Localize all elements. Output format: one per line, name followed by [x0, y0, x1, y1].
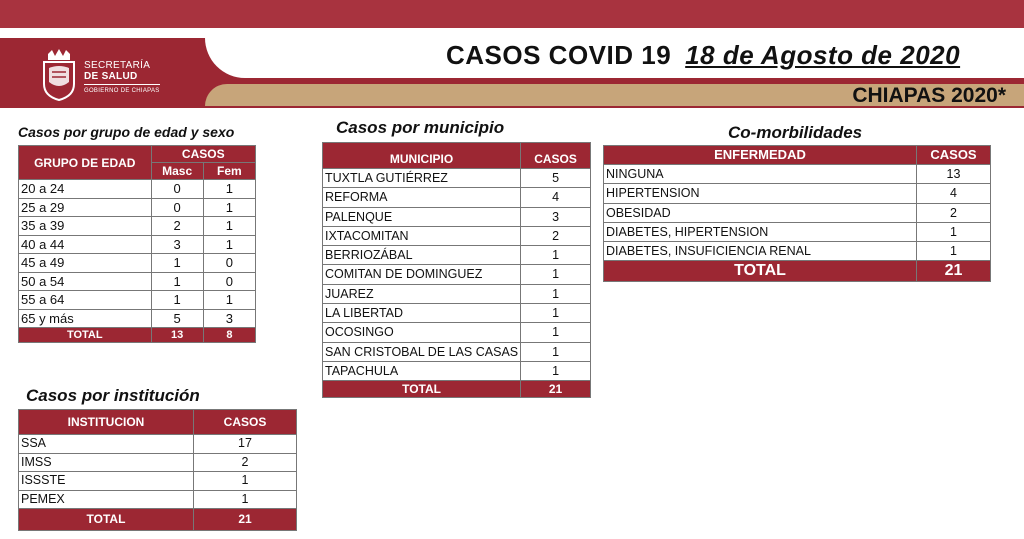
table-row [604, 203, 991, 222]
region-label: CHIAPAS 2020* [852, 84, 1006, 107]
name-cell: BERRIOZÁBAL [323, 246, 521, 265]
top-bar [0, 0, 1024, 28]
fem-count-cell: 1 [203, 235, 255, 254]
name-cell: JUAREZ [323, 284, 521, 303]
name-cell: ISSSTE [19, 472, 194, 491]
age-group-cell: 35 a 39 [19, 217, 152, 236]
total-cases: 21 [194, 509, 297, 531]
name-cell: SSA [19, 435, 194, 454]
cases-cell: 3 [521, 207, 591, 226]
table-row [19, 198, 256, 217]
header-fem: Fem [203, 163, 255, 180]
header-institucion: INSTITUCION [19, 410, 194, 435]
age-group-cell: 45 a 49 [19, 254, 152, 273]
table-row [19, 435, 297, 454]
cases-cell: 1 [521, 284, 591, 303]
table-row [19, 291, 256, 310]
coat-of-arms-icon [40, 48, 78, 102]
logo-text [84, 60, 160, 96]
fem-count-cell: 3 [203, 309, 255, 328]
masc-count-cell: 0 [151, 198, 203, 217]
age-group-cell: 25 a 29 [19, 198, 152, 217]
masc-count-cell: 5 [151, 309, 203, 328]
cases-cell: 1 [521, 304, 591, 323]
age-section-title: Casos por grupo de edad y sexo [18, 124, 235, 140]
logo-line-2: DE SALUD [84, 71, 138, 82]
name-cell: COMITAN DE DOMINGUEZ [323, 265, 521, 284]
header-municipio: MUNICIPIO [323, 143, 521, 169]
table-row [323, 226, 591, 245]
table-row [323, 304, 591, 323]
cases-cell: 5 [521, 169, 591, 188]
cases-cell: 1 [194, 472, 297, 491]
fem-count-cell: 0 [203, 272, 255, 291]
name-cell: OCOSINGO [323, 323, 521, 342]
header-casos: CASOS [521, 143, 591, 169]
fem-count-cell: 1 [203, 180, 255, 199]
table-row [19, 490, 297, 509]
header-masc: Masc [151, 163, 203, 180]
name-cell: NINGUNA [604, 165, 917, 184]
cases-cell: 13 [917, 165, 991, 184]
table-row [604, 184, 991, 203]
age-group-cell: 40 a 44 [19, 235, 152, 254]
table-row [19, 472, 297, 491]
total-fem: 8 [203, 328, 255, 343]
masc-count-cell: 1 [151, 272, 203, 291]
name-cell: HIPERTENSION [604, 184, 917, 203]
age-sex-table [18, 145, 256, 343]
table-row [604, 165, 991, 184]
header-enfermedad: ENFERMEDAD [604, 146, 917, 165]
cases-cell: 2 [917, 203, 991, 222]
header-group: GRUPO DE EDAD [19, 146, 152, 180]
municipio-section-title: Casos por municipio [336, 118, 505, 137]
name-cell: IMSS [19, 453, 194, 472]
cases-cell: 1 [917, 242, 991, 261]
age-group-cell: 65 y más [19, 309, 152, 328]
total-masc: 13 [151, 328, 203, 343]
table-row [604, 222, 991, 241]
report-date: 18 de Agosto de 2020 [685, 40, 961, 70]
total-cases: 21 [521, 381, 591, 398]
cases-cell: 1 [194, 490, 297, 509]
cases-cell: 1 [521, 265, 591, 284]
table-row [323, 342, 591, 361]
header-casos: CASOS [194, 410, 297, 435]
total-label: TOTAL [323, 381, 521, 398]
table-row [19, 235, 256, 254]
cases-cell: 1 [521, 246, 591, 265]
total-row [604, 261, 991, 282]
name-cell: REFORMA [323, 188, 521, 207]
age-group-cell: 50 a 54 [19, 272, 152, 291]
fem-count-cell: 1 [203, 291, 255, 310]
total-row [323, 381, 591, 398]
table-row [323, 265, 591, 284]
total-row [19, 509, 297, 531]
cases-cell: 2 [521, 226, 591, 245]
cases-cell: 17 [194, 435, 297, 454]
table-row [19, 180, 256, 199]
age-group-cell: 55 a 64 [19, 291, 152, 310]
page-title [446, 40, 960, 71]
masc-count-cell: 0 [151, 180, 203, 199]
table-row [19, 254, 256, 273]
table-row [323, 246, 591, 265]
fem-count-cell: 1 [203, 217, 255, 236]
total-cases: 21 [917, 261, 991, 282]
name-cell: DIABETES, INSUFICIENCIA RENAL [604, 242, 917, 261]
table-row [323, 323, 591, 342]
name-cell: SAN CRISTOBAL DE LAS CASAS [323, 342, 521, 361]
table-row [19, 272, 256, 291]
table-row [19, 453, 297, 472]
name-cell: OBESIDAD [604, 203, 917, 222]
table-row [604, 242, 991, 261]
name-cell: PEMEX [19, 490, 194, 509]
cases-cell: 4 [521, 188, 591, 207]
age-group-cell: 20 a 24 [19, 180, 152, 199]
table-row [19, 309, 256, 328]
name-cell: TUXTLA GUTIÉRREZ [323, 169, 521, 188]
fem-count-cell: 1 [203, 198, 255, 217]
cases-cell: 1 [521, 323, 591, 342]
title-text: CASOS COVID 19 [446, 40, 672, 70]
comorbilidades-section-title: Co-morbilidades [728, 123, 863, 142]
logo-line-1: SECRETARÍA [84, 60, 151, 71]
cases-cell: 1 [521, 342, 591, 361]
cases-cell: 4 [917, 184, 991, 203]
institucion-section-title: Casos por institución [26, 386, 200, 405]
masc-count-cell: 1 [151, 291, 203, 310]
name-cell: PALENQUE [323, 207, 521, 226]
total-label: TOTAL [19, 509, 194, 531]
table-row [323, 207, 591, 226]
table-row [323, 361, 591, 380]
cases-cell: 1 [521, 361, 591, 380]
table-row [323, 284, 591, 303]
name-cell: DIABETES, HIPERTENSION [604, 222, 917, 241]
masc-count-cell: 3 [151, 235, 203, 254]
table-row [323, 188, 591, 207]
table-row [19, 217, 256, 236]
total-label: TOTAL [604, 261, 917, 282]
name-cell: TAPACHULA [323, 361, 521, 380]
table-row [323, 169, 591, 188]
fem-count-cell: 0 [203, 254, 255, 273]
municipio-table [322, 142, 591, 398]
header-casos: CASOS [917, 146, 991, 165]
cases-cell: 2 [194, 453, 297, 472]
total-row [19, 328, 256, 343]
cases-cell: 1 [917, 222, 991, 241]
header-cases: CASOS [151, 146, 255, 163]
comorbilidades-table [603, 145, 991, 282]
institucion-table [18, 409, 297, 531]
name-cell: IXTACOMITAN [323, 226, 521, 245]
masc-count-cell: 2 [151, 217, 203, 236]
masc-count-cell: 1 [151, 254, 203, 273]
name-cell: LA LIBERTAD [323, 304, 521, 323]
total-label: TOTAL [19, 328, 152, 343]
logo-line-3: GOBIERNO DE CHIAPAS [84, 84, 160, 96]
